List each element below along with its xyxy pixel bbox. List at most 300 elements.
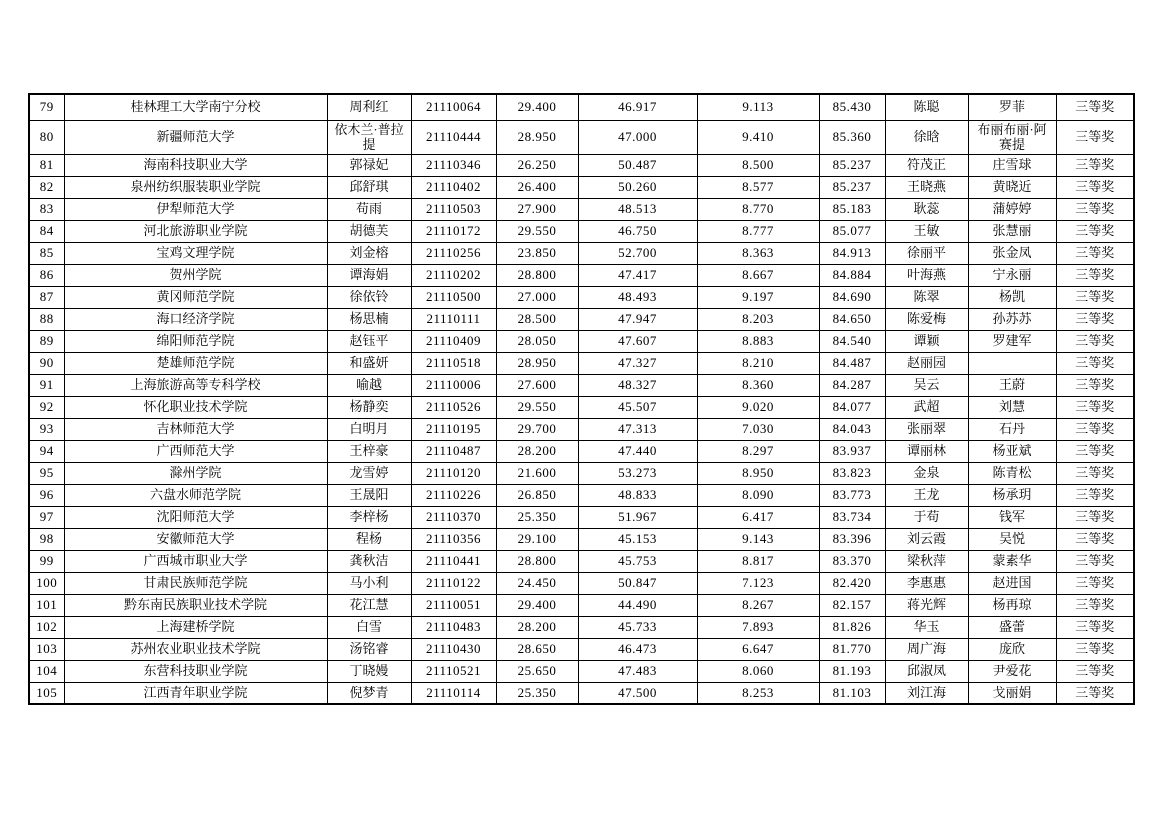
advisor-2-cell: 蒙素华 (968, 550, 1056, 572)
student-name-cell: 丁晓嫚 (327, 660, 411, 682)
score-b-cell: 53.273 (578, 462, 697, 484)
score-c-cell: 9.410 (697, 120, 819, 154)
advisor-1-cell: 梁秋萍 (885, 550, 968, 572)
school-name-cell: 安徽师范大学 (64, 528, 327, 550)
total-score-cell: 84.043 (819, 418, 885, 440)
student-name-cell: 程杨 (327, 528, 411, 550)
table-row (29, 418, 1134, 440)
advisor-1-cell: 于苟 (885, 506, 968, 528)
school-name-cell: 甘肃民族师范学院 (64, 572, 327, 594)
score-a-cell: 21.600 (496, 462, 578, 484)
table-row (29, 220, 1134, 242)
advisor-2-cell: 杨再琼 (968, 594, 1056, 616)
school-name-cell: 绵阳师范学院 (64, 330, 327, 352)
advisor-2-cell: 陈青松 (968, 462, 1056, 484)
score-a-cell: 25.350 (496, 506, 578, 528)
entry-id-cell: 21110202 (411, 264, 496, 286)
score-a-cell: 28.800 (496, 264, 578, 286)
advisor-2-cell: 庞欣 (968, 638, 1056, 660)
table-row (29, 120, 1134, 154)
school-name-cell: 怀化职业技术学院 (64, 396, 327, 418)
award-level-cell: 三等奖 (1056, 308, 1134, 330)
score-b-cell: 52.700 (578, 242, 697, 264)
advisor-2-cell: 布丽布丽·阿赛提 (968, 120, 1056, 154)
entry-id-cell: 21110444 (411, 120, 496, 154)
award-level-cell: 三等奖 (1056, 264, 1134, 286)
total-score-cell: 85.360 (819, 120, 885, 154)
advisor-2-cell: 罗建军 (968, 330, 1056, 352)
score-c-cell: 8.360 (697, 374, 819, 396)
entry-id-cell: 21110518 (411, 352, 496, 374)
score-c-cell: 7.123 (697, 572, 819, 594)
school-name-cell: 东营科技职业学院 (64, 660, 327, 682)
advisor-2-cell: 杨承玥 (968, 484, 1056, 506)
advisor-1-cell: 邱淑凤 (885, 660, 968, 682)
entry-id-cell: 21110120 (411, 462, 496, 484)
score-b-cell: 47.947 (578, 308, 697, 330)
score-b-cell: 51.967 (578, 506, 697, 528)
total-score-cell: 84.690 (819, 286, 885, 308)
student-name-cell: 刘金榕 (327, 242, 411, 264)
award-level-cell: 三等奖 (1056, 286, 1134, 308)
score-c-cell: 8.363 (697, 242, 819, 264)
score-a-cell: 25.650 (496, 660, 578, 682)
advisor-1-cell: 吴云 (885, 374, 968, 396)
award-level-cell: 三等奖 (1056, 418, 1134, 440)
school-name-cell: 六盘水师范学院 (64, 484, 327, 506)
advisor-2-cell: 钱军 (968, 506, 1056, 528)
row-index-cell: 91 (29, 374, 64, 396)
total-score-cell: 82.420 (819, 572, 885, 594)
total-score-cell: 85.237 (819, 154, 885, 176)
award-level-cell: 三等奖 (1056, 506, 1134, 528)
student-name-cell: 杨思楠 (327, 308, 411, 330)
row-index-cell: 92 (29, 396, 64, 418)
score-a-cell: 29.550 (496, 220, 578, 242)
award-level-cell: 三等奖 (1056, 484, 1134, 506)
table-row (29, 308, 1134, 330)
total-score-cell: 83.773 (819, 484, 885, 506)
school-name-cell: 上海建桥学院 (64, 616, 327, 638)
student-name-cell: 赵钰平 (327, 330, 411, 352)
score-b-cell: 47.327 (578, 352, 697, 374)
score-a-cell: 28.050 (496, 330, 578, 352)
row-index-cell: 94 (29, 440, 64, 462)
student-name-cell: 马小利 (327, 572, 411, 594)
table-row (29, 176, 1134, 198)
table-row (29, 286, 1134, 308)
row-index-cell: 83 (29, 198, 64, 220)
award-level-cell: 三等奖 (1056, 550, 1134, 572)
entry-id-cell: 21110111 (411, 308, 496, 330)
award-level-cell: 三等奖 (1056, 154, 1134, 176)
score-a-cell: 27.900 (496, 198, 578, 220)
table-row (29, 484, 1134, 506)
advisor-2-cell: 吴悦 (968, 528, 1056, 550)
score-c-cell: 8.203 (697, 308, 819, 330)
total-score-cell: 83.396 (819, 528, 885, 550)
score-b-cell: 48.513 (578, 198, 697, 220)
score-c-cell: 8.667 (697, 264, 819, 286)
student-name-cell: 王晟阳 (327, 484, 411, 506)
score-b-cell: 46.917 (578, 94, 697, 120)
total-score-cell: 82.157 (819, 594, 885, 616)
row-index-cell: 98 (29, 528, 64, 550)
score-b-cell: 48.327 (578, 374, 697, 396)
advisor-1-cell: 王龙 (885, 484, 968, 506)
advisor-2-cell: 王蔚 (968, 374, 1056, 396)
total-score-cell: 83.823 (819, 462, 885, 484)
score-c-cell: 6.417 (697, 506, 819, 528)
entry-id-cell: 21110441 (411, 550, 496, 572)
advisor-2-cell: 盛蕾 (968, 616, 1056, 638)
advisor-2-cell: 罗菲 (968, 94, 1056, 120)
score-b-cell: 45.507 (578, 396, 697, 418)
entry-id-cell: 21110114 (411, 682, 496, 704)
school-name-cell: 江西青年职业学院 (64, 682, 327, 704)
award-level-cell: 三等奖 (1056, 462, 1134, 484)
score-a-cell: 23.850 (496, 242, 578, 264)
total-score-cell: 84.487 (819, 352, 885, 374)
row-index-cell: 80 (29, 120, 64, 154)
award-level-cell: 三等奖 (1056, 330, 1134, 352)
school-name-cell: 宝鸡文理学院 (64, 242, 327, 264)
advisor-1-cell: 谭颖 (885, 330, 968, 352)
entry-id-cell: 21110226 (411, 484, 496, 506)
row-index-cell: 82 (29, 176, 64, 198)
school-name-cell: 沈阳师范大学 (64, 506, 327, 528)
row-index-cell: 84 (29, 220, 64, 242)
advisor-2-cell: 杨凯 (968, 286, 1056, 308)
score-a-cell: 28.200 (496, 616, 578, 638)
row-index-cell: 105 (29, 682, 64, 704)
total-score-cell: 83.937 (819, 440, 885, 462)
student-name-cell: 李梓杨 (327, 506, 411, 528)
score-c-cell: 8.577 (697, 176, 819, 198)
total-score-cell: 85.237 (819, 176, 885, 198)
score-c-cell: 8.267 (697, 594, 819, 616)
advisor-1-cell: 周广海 (885, 638, 968, 660)
row-index-cell: 88 (29, 308, 64, 330)
table-row (29, 94, 1134, 120)
advisor-1-cell: 叶海燕 (885, 264, 968, 286)
student-name-cell: 邱舒琪 (327, 176, 411, 198)
student-name-cell: 白雪 (327, 616, 411, 638)
student-name-cell: 白明月 (327, 418, 411, 440)
entry-id-cell: 21110256 (411, 242, 496, 264)
advisor-2-cell: 孙苏苏 (968, 308, 1056, 330)
total-score-cell: 85.077 (819, 220, 885, 242)
score-b-cell: 46.473 (578, 638, 697, 660)
school-name-cell: 苏州农业职业技术学院 (64, 638, 327, 660)
advisor-1-cell: 陈爱梅 (885, 308, 968, 330)
school-name-cell: 海口经济学院 (64, 308, 327, 330)
score-c-cell: 8.950 (697, 462, 819, 484)
student-name-cell: 倪梦青 (327, 682, 411, 704)
school-name-cell: 河北旅游职业学院 (64, 220, 327, 242)
advisor-1-cell: 赵丽园 (885, 352, 968, 374)
advisor-2-cell: 张金凤 (968, 242, 1056, 264)
table-row (29, 242, 1134, 264)
table-row (29, 374, 1134, 396)
score-b-cell: 50.847 (578, 572, 697, 594)
school-name-cell: 泉州纺织服装职业学院 (64, 176, 327, 198)
row-index-cell: 102 (29, 616, 64, 638)
school-name-cell: 吉林师范大学 (64, 418, 327, 440)
entry-id-cell: 21110122 (411, 572, 496, 594)
score-c-cell: 8.060 (697, 660, 819, 682)
entry-id-cell: 21110521 (411, 660, 496, 682)
score-c-cell: 8.500 (697, 154, 819, 176)
award-level-cell: 三等奖 (1056, 120, 1134, 154)
award-level-cell: 三等奖 (1056, 94, 1134, 120)
entry-id-cell: 21110503 (411, 198, 496, 220)
advisor-2-cell: 张慧丽 (968, 220, 1056, 242)
total-score-cell: 85.430 (819, 94, 885, 120)
entry-id-cell: 21110370 (411, 506, 496, 528)
row-index-cell: 97 (29, 506, 64, 528)
student-name-cell: 龙雪婷 (327, 462, 411, 484)
score-c-cell: 8.297 (697, 440, 819, 462)
score-a-cell: 26.850 (496, 484, 578, 506)
results-table-body (29, 94, 1134, 704)
score-a-cell: 25.350 (496, 682, 578, 704)
entry-id-cell: 21110172 (411, 220, 496, 242)
award-level-cell: 三等奖 (1056, 440, 1134, 462)
total-score-cell: 83.734 (819, 506, 885, 528)
score-a-cell: 28.800 (496, 550, 578, 572)
score-b-cell: 50.487 (578, 154, 697, 176)
total-score-cell: 84.540 (819, 330, 885, 352)
score-b-cell: 47.000 (578, 120, 697, 154)
score-a-cell: 26.400 (496, 176, 578, 198)
school-name-cell: 楚雄师范学院 (64, 352, 327, 374)
student-name-cell: 周利红 (327, 94, 411, 120)
score-c-cell: 9.197 (697, 286, 819, 308)
advisor-2-cell: 庄雪球 (968, 154, 1056, 176)
advisor-1-cell: 符茂正 (885, 154, 968, 176)
advisor-1-cell: 蒋光辉 (885, 594, 968, 616)
score-c-cell: 8.883 (697, 330, 819, 352)
score-a-cell: 26.250 (496, 154, 578, 176)
table-row (29, 572, 1134, 594)
advisor-2-cell: 蒲婷婷 (968, 198, 1056, 220)
total-score-cell: 81.103 (819, 682, 885, 704)
row-index-cell: 101 (29, 594, 64, 616)
award-level-cell: 三等奖 (1056, 616, 1134, 638)
table-row (29, 506, 1134, 528)
school-name-cell: 桂林理工大学南宁分校 (64, 94, 327, 120)
student-name-cell: 胡德芙 (327, 220, 411, 242)
row-index-cell: 95 (29, 462, 64, 484)
row-index-cell: 86 (29, 264, 64, 286)
advisor-2-cell: 杨亚斌 (968, 440, 1056, 462)
table-row (29, 264, 1134, 286)
score-b-cell: 48.493 (578, 286, 697, 308)
advisor-2-cell (968, 352, 1056, 374)
table-row (29, 462, 1134, 484)
total-score-cell: 84.884 (819, 264, 885, 286)
entry-id-cell: 21110051 (411, 594, 496, 616)
total-score-cell: 83.370 (819, 550, 885, 572)
advisor-1-cell: 刘江海 (885, 682, 968, 704)
school-name-cell: 黄冈师范学院 (64, 286, 327, 308)
score-c-cell: 7.030 (697, 418, 819, 440)
advisor-1-cell: 华玉 (885, 616, 968, 638)
table-row (29, 396, 1134, 418)
student-name-cell: 龚秋洁 (327, 550, 411, 572)
table-row (29, 638, 1134, 660)
entry-id-cell: 21110195 (411, 418, 496, 440)
award-level-cell: 三等奖 (1056, 242, 1134, 264)
award-level-cell: 三等奖 (1056, 660, 1134, 682)
advisor-2-cell: 黄晓近 (968, 176, 1056, 198)
advisor-2-cell: 刘慧 (968, 396, 1056, 418)
row-index-cell: 85 (29, 242, 64, 264)
score-c-cell: 7.893 (697, 616, 819, 638)
row-index-cell: 90 (29, 352, 64, 374)
score-c-cell: 8.210 (697, 352, 819, 374)
score-a-cell: 28.950 (496, 120, 578, 154)
award-level-cell: 三等奖 (1056, 528, 1134, 550)
school-name-cell: 广西城市职业大学 (64, 550, 327, 572)
total-score-cell: 81.826 (819, 616, 885, 638)
advisor-1-cell: 王晓燕 (885, 176, 968, 198)
advisor-2-cell: 尹爱花 (968, 660, 1056, 682)
score-a-cell: 28.650 (496, 638, 578, 660)
score-b-cell: 47.483 (578, 660, 697, 682)
award-level-cell: 三等奖 (1056, 374, 1134, 396)
entry-id-cell: 21110356 (411, 528, 496, 550)
score-c-cell: 9.113 (697, 94, 819, 120)
table-row (29, 440, 1134, 462)
total-score-cell: 84.287 (819, 374, 885, 396)
table-row (29, 594, 1134, 616)
student-name-cell: 徐依铃 (327, 286, 411, 308)
table-row (29, 682, 1134, 704)
score-b-cell: 46.750 (578, 220, 697, 242)
score-b-cell: 48.833 (578, 484, 697, 506)
score-a-cell: 28.950 (496, 352, 578, 374)
entry-id-cell: 21110526 (411, 396, 496, 418)
total-score-cell: 84.077 (819, 396, 885, 418)
award-level-cell: 三等奖 (1056, 594, 1134, 616)
score-b-cell: 47.417 (578, 264, 697, 286)
award-level-cell: 三等奖 (1056, 396, 1134, 418)
entry-id-cell: 21110500 (411, 286, 496, 308)
score-a-cell: 29.100 (496, 528, 578, 550)
advisor-2-cell: 石丹 (968, 418, 1056, 440)
advisor-1-cell: 陈翠 (885, 286, 968, 308)
entry-id-cell: 21110430 (411, 638, 496, 660)
row-index-cell: 100 (29, 572, 64, 594)
score-c-cell: 8.777 (697, 220, 819, 242)
score-c-cell: 8.090 (697, 484, 819, 506)
total-score-cell: 84.913 (819, 242, 885, 264)
table-row (29, 550, 1134, 572)
score-a-cell: 29.400 (496, 594, 578, 616)
entry-id-cell: 21110006 (411, 374, 496, 396)
advisor-1-cell: 徐晗 (885, 120, 968, 154)
student-name-cell: 花江慧 (327, 594, 411, 616)
row-index-cell: 79 (29, 94, 64, 120)
student-name-cell: 喻越 (327, 374, 411, 396)
advisor-2-cell: 赵进国 (968, 572, 1056, 594)
score-a-cell: 28.200 (496, 440, 578, 462)
score-b-cell: 50.260 (578, 176, 697, 198)
score-c-cell: 8.770 (697, 198, 819, 220)
score-b-cell: 47.607 (578, 330, 697, 352)
advisor-1-cell: 武超 (885, 396, 968, 418)
entry-id-cell: 21110487 (411, 440, 496, 462)
row-index-cell: 96 (29, 484, 64, 506)
school-name-cell: 滁州学院 (64, 462, 327, 484)
advisor-2-cell: 戈丽娟 (968, 682, 1056, 704)
advisor-1-cell: 金泉 (885, 462, 968, 484)
advisor-1-cell: 张丽翠 (885, 418, 968, 440)
school-name-cell: 海南科技职业大学 (64, 154, 327, 176)
advisor-1-cell: 徐丽平 (885, 242, 968, 264)
score-b-cell: 45.153 (578, 528, 697, 550)
score-c-cell: 8.253 (697, 682, 819, 704)
score-b-cell: 45.733 (578, 616, 697, 638)
table-row (29, 616, 1134, 638)
school-name-cell: 广西师范大学 (64, 440, 327, 462)
school-name-cell: 伊犁师范大学 (64, 198, 327, 220)
score-a-cell: 27.600 (496, 374, 578, 396)
row-index-cell: 99 (29, 550, 64, 572)
score-a-cell: 29.700 (496, 418, 578, 440)
school-name-cell: 新疆师范大学 (64, 120, 327, 154)
entry-id-cell: 21110483 (411, 616, 496, 638)
score-a-cell: 24.450 (496, 572, 578, 594)
row-index-cell: 103 (29, 638, 64, 660)
score-a-cell: 29.550 (496, 396, 578, 418)
row-index-cell: 89 (29, 330, 64, 352)
total-score-cell: 81.770 (819, 638, 885, 660)
advisor-1-cell: 陈聪 (885, 94, 968, 120)
score-c-cell: 8.817 (697, 550, 819, 572)
score-b-cell: 45.753 (578, 550, 697, 572)
student-name-cell: 杨静奕 (327, 396, 411, 418)
score-a-cell: 27.000 (496, 286, 578, 308)
score-a-cell: 29.400 (496, 94, 578, 120)
student-name-cell: 郭禄妃 (327, 154, 411, 176)
entry-id-cell: 21110346 (411, 154, 496, 176)
student-name-cell: 王梓豪 (327, 440, 411, 462)
entry-id-cell: 21110064 (411, 94, 496, 120)
table-row (29, 198, 1134, 220)
advisor-1-cell: 李惠惠 (885, 572, 968, 594)
table-row (29, 330, 1134, 352)
row-index-cell: 87 (29, 286, 64, 308)
advisor-2-cell: 宁永丽 (968, 264, 1056, 286)
score-c-cell: 9.143 (697, 528, 819, 550)
score-b-cell: 47.440 (578, 440, 697, 462)
score-c-cell: 9.020 (697, 396, 819, 418)
award-level-cell: 三等奖 (1056, 638, 1134, 660)
row-index-cell: 81 (29, 154, 64, 176)
student-name-cell: 汤铭睿 (327, 638, 411, 660)
award-level-cell: 三等奖 (1056, 352, 1134, 374)
table-row (29, 528, 1134, 550)
entry-id-cell: 21110402 (411, 176, 496, 198)
student-name-cell: 苟雨 (327, 198, 411, 220)
award-results-table (28, 93, 1135, 705)
student-name-cell: 和盛妍 (327, 352, 411, 374)
row-index-cell: 104 (29, 660, 64, 682)
advisor-1-cell: 耿蕊 (885, 198, 968, 220)
